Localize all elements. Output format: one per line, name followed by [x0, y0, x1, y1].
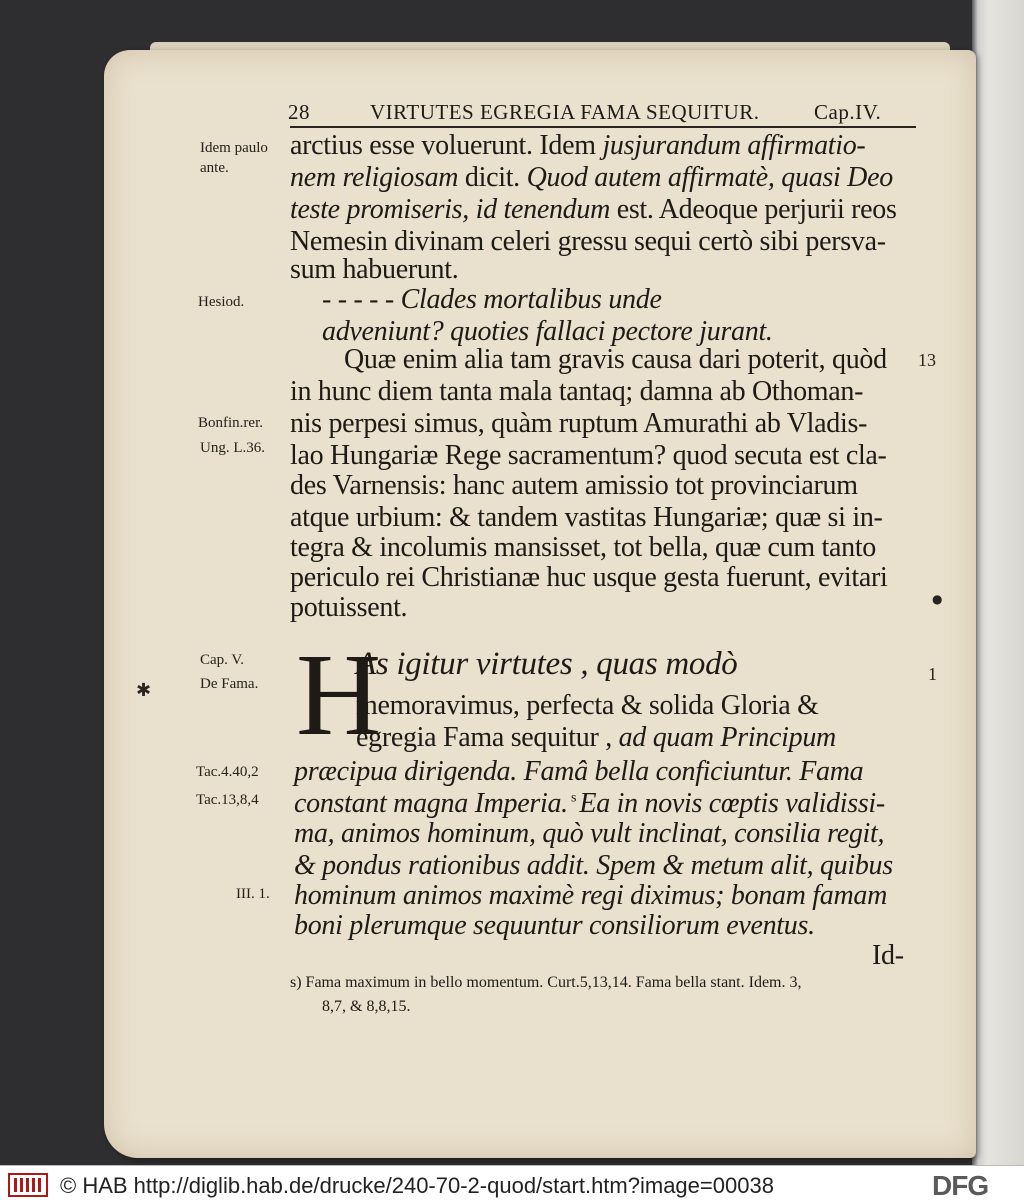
text-line: Nemesin divinam celeri gressu sequi certò sibi persva-: [290, 226, 886, 257]
text-line: nis perpesi simus, quàm ruptum Amurathi ab Vladis-: [290, 408, 868, 439]
text-line: & pondus rationibus addit. Spem & metum alit, quibus: [294, 850, 893, 881]
footer-bar: [0, 1165, 1024, 1204]
text-line: arctius esse voluerunt. Idem jusjurandum affirmatio-: [290, 130, 866, 161]
text-line: lao Hungariæ Rege sacramentum? quod secuta est cla-: [290, 440, 887, 471]
chapter-header: Cap.IV.: [814, 100, 882, 124]
text-line: tegra & incolumis mansisset, tot bella, quæ cum tanto: [290, 532, 877, 563]
text-line: sum habuerunt.: [290, 254, 459, 285]
ink-smudge: ●: [932, 592, 943, 606]
text-line: egregia Fama sequitur , ad quam Principum: [356, 722, 836, 753]
footnote-line: 8,7, & 8,8,15.: [322, 998, 411, 1015]
margin-note: Cap. V.: [200, 652, 245, 668]
text-line: potuissent.: [290, 592, 408, 623]
text-line: nem religiosam dicit. Quod autem affirmatè, quasi Deo: [290, 162, 893, 193]
margin-note: Tac.13,8,4: [196, 792, 259, 808]
adjacent-page-edge: [972, 0, 1024, 1165]
copyright-link[interactable]: © HAB http://diglib.hab.de/drucke/240-70-2-quod/start.htm?image=00038: [60, 1173, 774, 1198]
text-line: As igitur virtutes , quas modò: [356, 646, 738, 682]
quote-line: adveniunt? quoties fallaci pectore jurant.: [322, 316, 773, 347]
text-line: des Varnensis: hanc autem amissio tot provinciarum: [290, 470, 858, 501]
text-line: periculo rei Christianæ huc usque gesta fuerunt, evitari: [290, 562, 888, 593]
catchword: Id-: [872, 940, 904, 971]
text-line: præcipua dirigenda. Famâ bella conficiuntur. Fama: [294, 756, 864, 787]
margin-note: De Fama.: [200, 676, 259, 692]
text-line: memoravimus, perfecta & solida Gloria &: [356, 690, 819, 721]
hab-logo-icon: [8, 1173, 48, 1197]
margin-note: Bonfin.rer.: [198, 415, 263, 431]
text-line: atque urbium: & tandem vastitas Hungariæ; quæ si in-: [290, 502, 883, 533]
margin-note: III. 1.: [236, 886, 270, 902]
margin-note: Ung. L.36.: [200, 440, 265, 456]
margin-note: Hesiod.: [198, 294, 245, 310]
page-number: 28: [288, 100, 310, 124]
text-line: teste promiseris, id tenendum est. Adeoque perjurii reos: [290, 194, 897, 225]
quote-line: - - - - - Clades mortalibus unde: [322, 284, 662, 315]
header-rule: [290, 126, 916, 128]
text-line: ma, animos hominum, quò vult inclinat, consilia regit,: [294, 818, 885, 849]
text-line: hominum animos maximè regi diximus; bonam famam: [294, 880, 888, 911]
margin-note: ante.: [200, 160, 229, 176]
drop-cap-initial: H: [296, 629, 382, 760]
outer-margin-number: 1: [928, 664, 937, 684]
text-line: Quæ enim alia tam gravis causa dari poterit, quòd: [344, 344, 887, 375]
outer-margin-number: 13: [918, 350, 936, 370]
margin-note: Idem paulo: [200, 140, 268, 156]
ink-smudge: ✱: [136, 680, 152, 701]
running-title: VIRTUTES EGREGIA FAMA SEQUITUR.: [370, 100, 760, 124]
text-line: constant magna Imperia. $^s$ Ea in novis cœptis validissi-: [294, 788, 885, 819]
margin-note: Tac.4.40,2: [196, 764, 259, 780]
footnote-line: s) Fama maximum in bello momentum. Curt.5,13,14. Fama bella stant. Idem. 3,: [290, 974, 802, 991]
text-line: boni plerumque sequuntur consiliorum eventus.: [294, 910, 815, 941]
text-line: in hunc diem tanta mala tantaq; damna ab Othoman-: [290, 376, 864, 407]
dfg-logo: DFG: [932, 1170, 989, 1201]
